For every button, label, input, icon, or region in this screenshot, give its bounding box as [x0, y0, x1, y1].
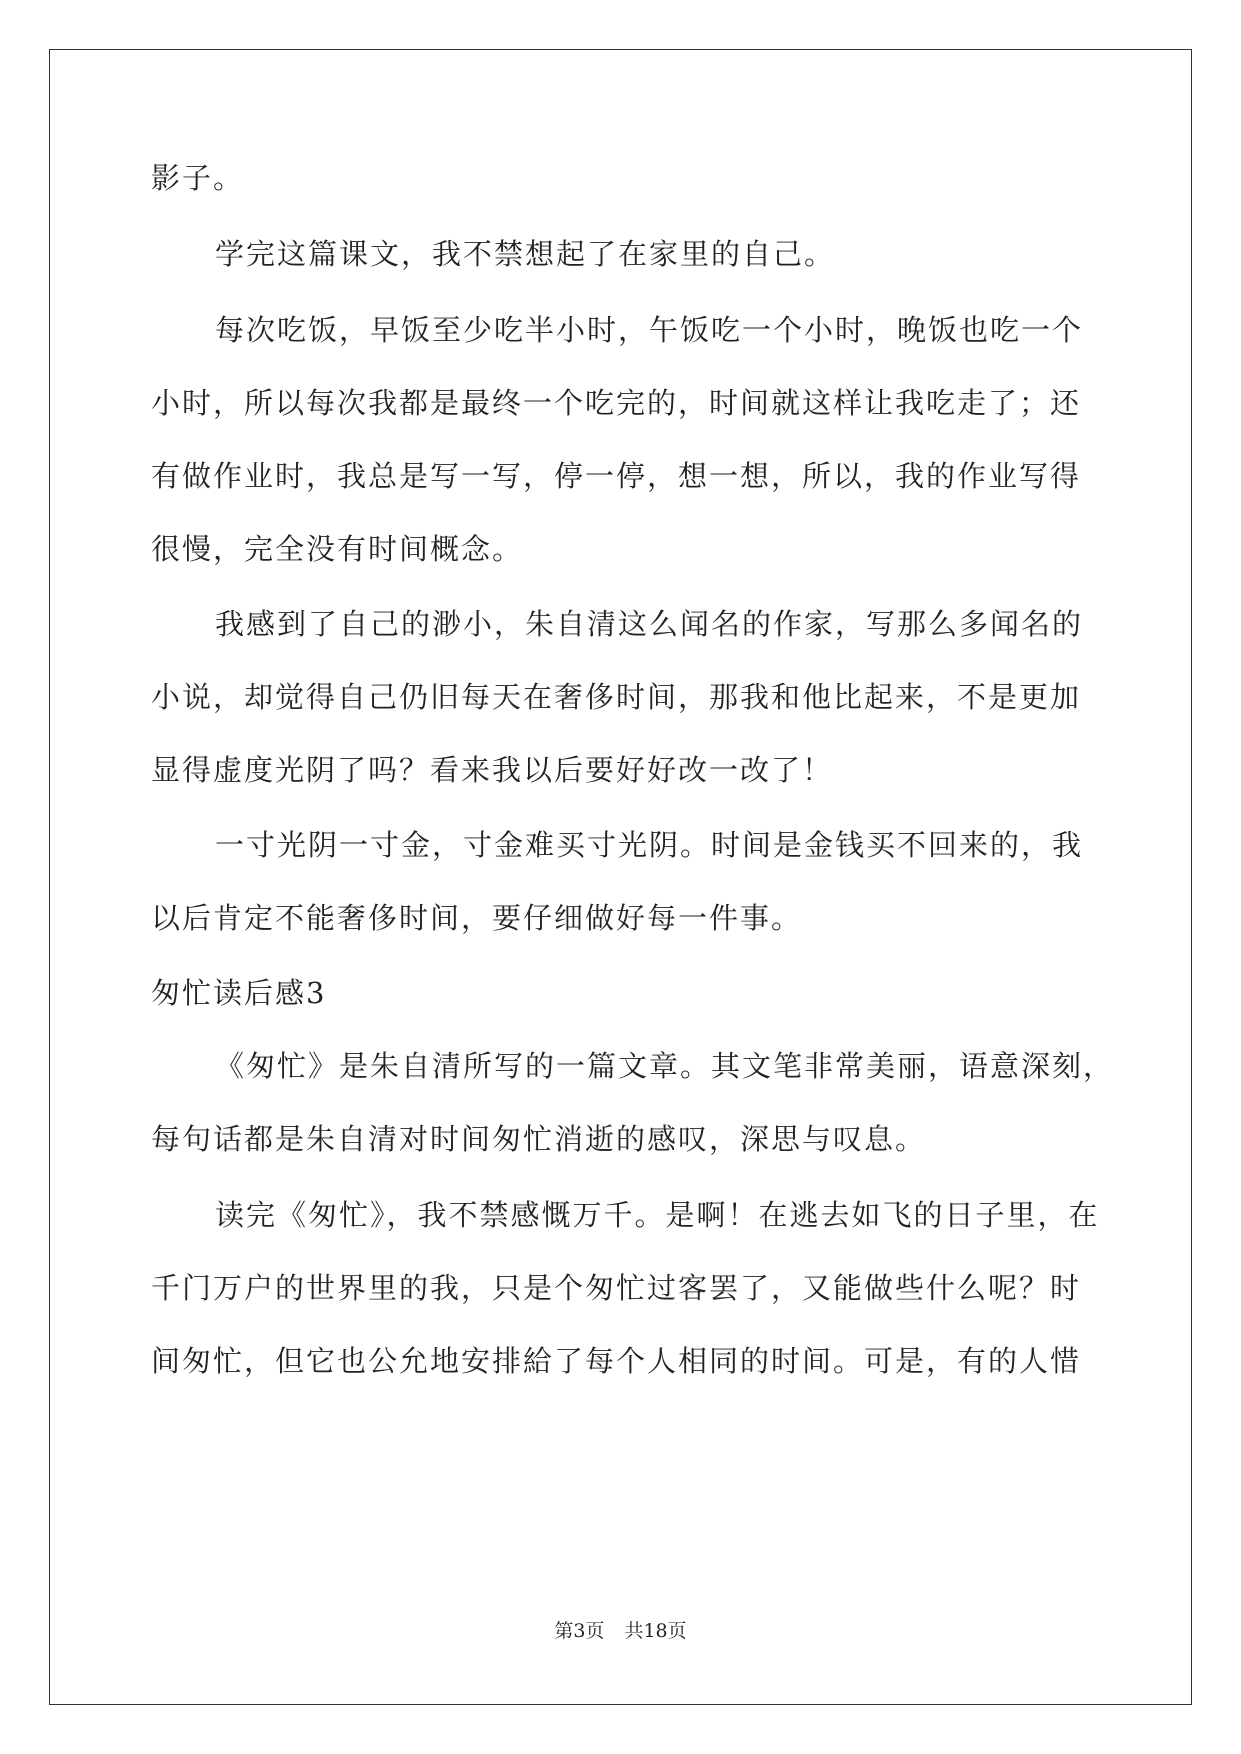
- text-line: 《匆忙》是朱自清所写的一篇文章。其文笔非常美丽，语意深刻，: [215, 1049, 1115, 1083]
- text-line: 小时，所以每次我都是最终一个吃完的，时间就这样让我吃走了；还: [151, 386, 1082, 420]
- text-line: 每次吃饭，早饭至少吃半小时，午饭吃一个小时，晚饭也吃一个: [215, 313, 1084, 347]
- page-footer: [0, 1619, 1241, 1643]
- text-line: 学完这篇课文，我不禁想起了在家里的自己。: [215, 237, 836, 271]
- text-line: 读完《匆忙》，我不禁感慨万千。是啊！在逃去如飞的日子里，在: [215, 1198, 1100, 1232]
- text-line: 每句话都是朱自清对时间匆忙消逝的感叹，深思与叹息。: [151, 1122, 927, 1156]
- text-line: 小说，却觉得自己仍旧每天在奢侈时间，那我和他比起来，不是更加: [151, 680, 1082, 714]
- text-line: 显得虚度光阴了吗？看来我以后要好好改一改了！: [151, 753, 834, 787]
- text-line: 间匆忙，但它也公允地安排給了每个人相同的时间。可是，有的人惜: [151, 1344, 1082, 1378]
- text-line: 有做作业时，我总是写一写，停一停，想一想，所以，我的作业写得: [151, 459, 1082, 493]
- text-line: 以后肯定不能奢侈时间，要仔细做好每一件事。: [151, 901, 803, 935]
- page-number: 第3页: [554, 1620, 605, 1642]
- text-line: 一寸光阴一寸金，寸金难买寸光阴。时间是金钱买不回来的，我: [215, 828, 1084, 862]
- page-frame: [49, 49, 1192, 1705]
- text-line: 千门万户的世界里的我，只是个匆忙过客罢了，又能做些什么呢？时: [151, 1271, 1082, 1305]
- page-total: 共18页: [624, 1620, 687, 1642]
- section-heading: 匆忙读后感3: [151, 976, 327, 1010]
- text-line: 我感到了自己的渺小，朱自清这么闻名的作家，写那么多闻名的: [215, 607, 1084, 641]
- text-line: 影子。: [151, 161, 245, 195]
- text-line: 很慢，完全没有时间概念。: [151, 532, 524, 566]
